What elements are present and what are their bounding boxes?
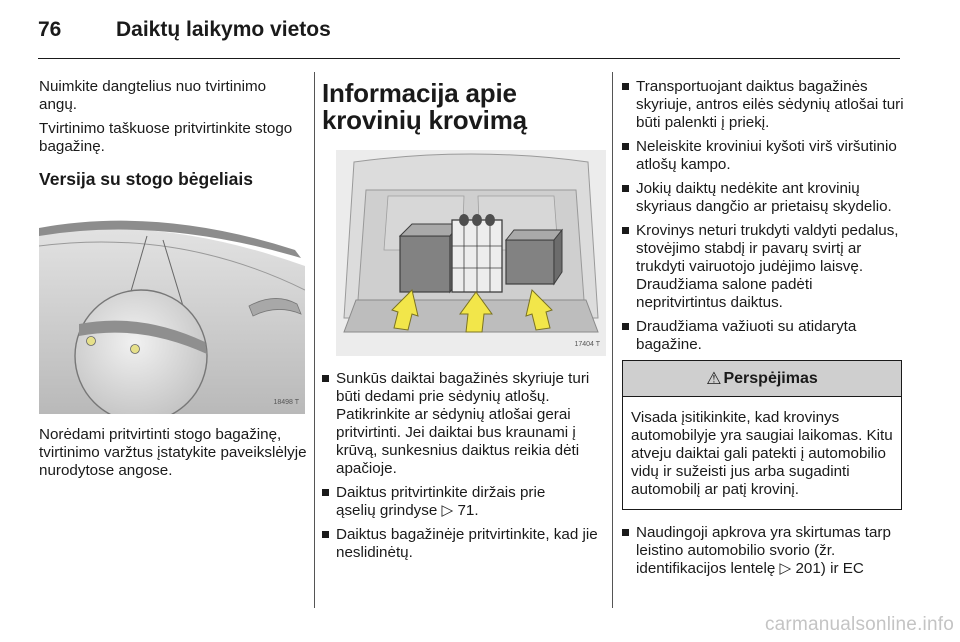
- column-1: [39, 78, 307, 486]
- page-reference-link[interactable]: 71.: [457, 502, 479, 519]
- roof-rail-figure: [39, 206, 305, 414]
- caption-mounting: Norėdami pritvirtinti stogo bagažinę, tvirtinimo varžtus įstatykite paveikslėlyje nurodytose angose.: [39, 426, 307, 479]
- list-item: Sunkūs daiktai bagažinės skyriuje turi būti dedami prie sėdynių atlošų. Patikrinkite ar sėdynių atlošai gerai pritvirtinti. Jei daiktai bus kraunami į krūvą, sunkesnius daiktus reikia dėti apačioje.: [322, 370, 604, 478]
- roof-rail-illustration: [39, 206, 305, 414]
- page-reference-link[interactable]: 201) ir EC: [795, 560, 864, 577]
- list-item: [622, 524, 904, 578]
- heading-line-1: Informacija apie: [322, 78, 517, 108]
- bullet-text: Naudingoji apkrova yra skirtumas tarp leistino automobilio svorio (žr. identifikacijos lentelę: [636, 524, 891, 577]
- page-header: [38, 18, 898, 48]
- list-item: Draudžiama važiuoti su atidaryta bagažine.: [622, 318, 904, 354]
- section-title: Daiktų laikymo vietos: [116, 18, 331, 41]
- column-divider-1: [314, 72, 315, 608]
- warning-triangle-icon: ⚠: [706, 368, 722, 388]
- watermark: carmanualsonline.info: [764, 614, 954, 635]
- bullet-text: Daiktus pritvirtinkite diržais prie: [336, 484, 546, 501]
- list-item: Daiktus bagažinėje pritvirtinkite, kad jie neslidinėtų.: [322, 526, 604, 562]
- figure-code: 18498 T: [273, 399, 299, 406]
- figure-code: 17404 T: [574, 341, 600, 348]
- transport-bullets: [622, 78, 904, 354]
- cargo-loading-illustration: [336, 150, 606, 356]
- list-item: [322, 484, 604, 520]
- list-item: Krovinys neturi trukdyti valdyti pedalus, stovėjimo stabdį ir pavarų svirtį ar trukdyti vairuotojo judėjimo laisvę. Draudžiama salone padėti nepritvirtintus daiktus.: [622, 222, 904, 312]
- column-divider-2: [612, 72, 613, 608]
- page-reference-icon: ▷: [441, 502, 454, 519]
- paragraph-attach-rack: Tvirtinimo taškuose pritvirtinkite stogo bagažinę.: [39, 120, 293, 155]
- column-3: [622, 78, 904, 584]
- payload-bullets: [622, 524, 904, 578]
- page-reference-icon: ▷: [779, 560, 792, 577]
- heading-cargo-info: [322, 80, 604, 134]
- list-item: Jokių daiktų nedėkite ant krovinių skyriaus dangčio ar prietaisų skydelio.: [622, 180, 904, 216]
- warning-title: Perspėjimas: [723, 369, 818, 387]
- column-2: [322, 80, 604, 568]
- cargo-bullets: [322, 370, 604, 562]
- heading-line-2: krovinių krovimą: [322, 105, 527, 135]
- list-item: Transportuojant daiktus bagažinės skyriuje, antros eilės sėdynių atlošai turi būti palenkti į priekį.: [622, 78, 904, 132]
- paragraph-remove-caps: Nuimkite dangtelius nuo tvirtinimo angų.: [39, 78, 267, 113]
- bullet-text-continued: ąselių grindyse: [336, 502, 442, 519]
- header-rule: [38, 58, 900, 59]
- cargo-loading-figure: [336, 150, 606, 356]
- warning-box: [622, 360, 902, 510]
- heading-roof-rails: Versija su stogo bėgeliais: [39, 169, 253, 189]
- warning-text: Visada įsitikinkite, kad krovinys automobilyje yra saugiai laikomas. Kitu atveju daiktai gali patekti į automobilio vidų ir sužeisti jus arba sugadinti automobilį ar patį krovinį.: [631, 409, 893, 498]
- warning-header: [623, 361, 901, 397]
- page-number: 76: [38, 18, 62, 41]
- list-item: Neleiskite kroviniui kyšoti virš viršutinio atlošų kampo.: [622, 138, 904, 174]
